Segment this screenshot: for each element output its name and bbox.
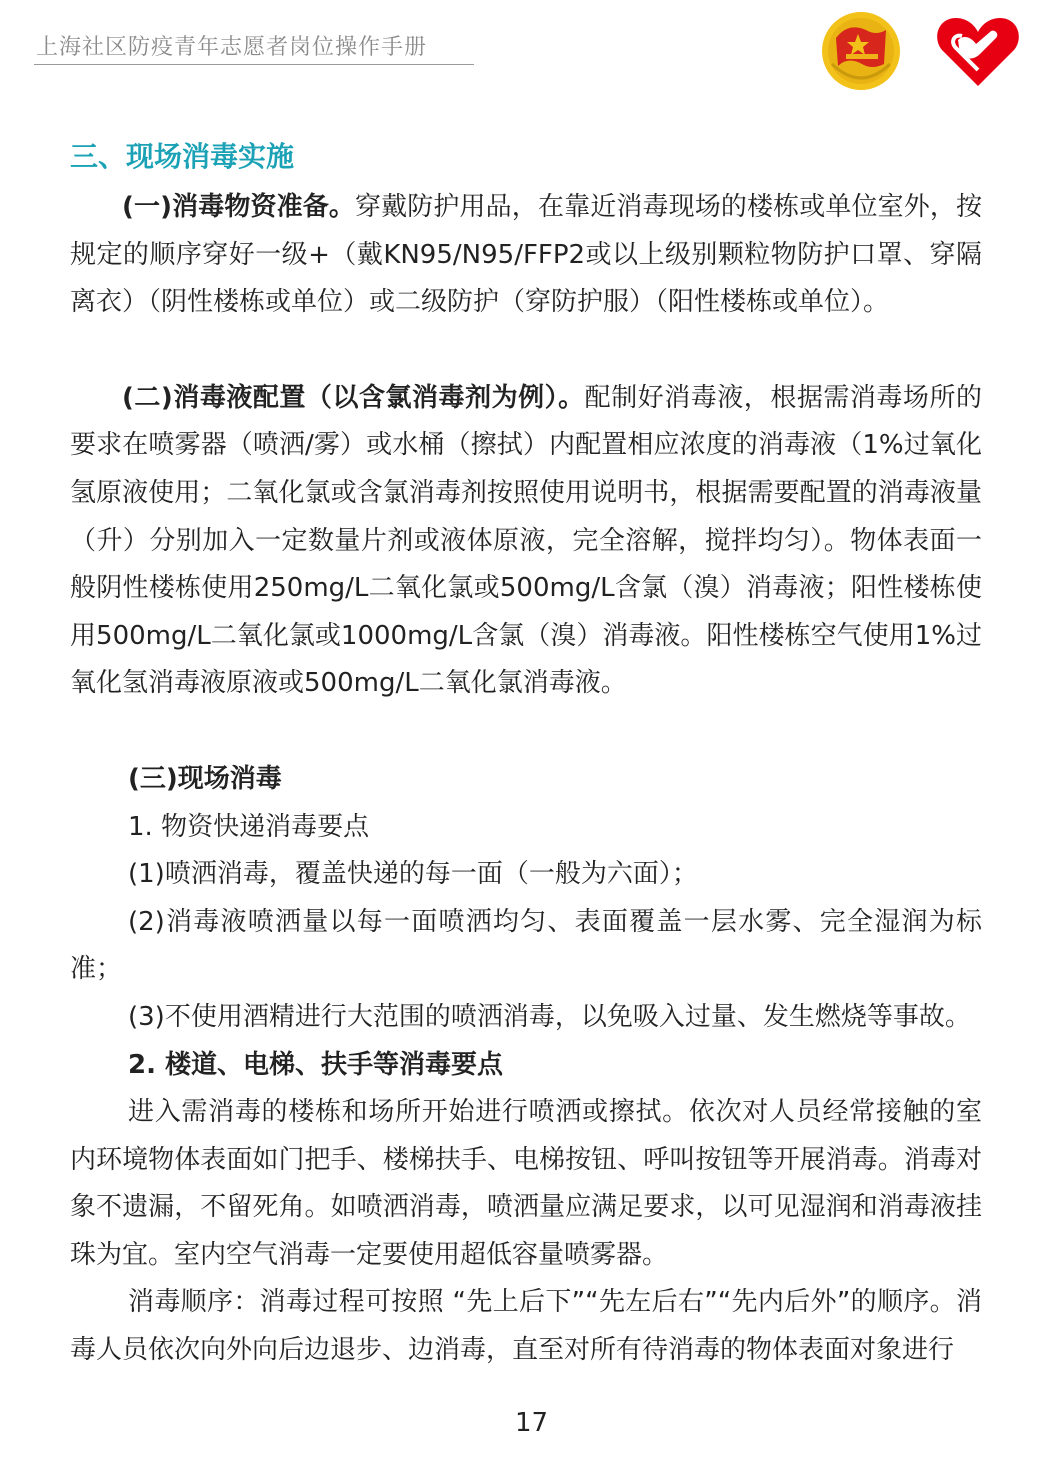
paragraph-text: 配制好消毒液，根据需消毒场所的要求在喷雾器（喷洒/雾）或水桶（擦拭）内配置相应浓度的消毒液（1%过氧化氢原液使用；二氧化氯或含氯消毒剂按照使用说明书，根据需要配置的消毒液量（升）分别加入一定数量片剂或液体原液，完全溶解，搅拌均匀）。物体表面一般阴性楼栋使用250mg/L二氧化氯或500mg/L含氯（溴）消毒液；阳性楼栋使用500mg/L二氧化氯或1000mg/L含氯（溴）消毒液。阳性楼栋空气使用1%过氧化氢消毒液原液或500mg/L二氧化氯消毒液。 [70,382,982,699]
page-body [70,134,982,1375]
manual-title: 上海社区防疫青年志愿者岗位操作手册 [36,35,428,60]
youth-league-emblem-icon [818,8,904,92]
paragraph-solution [70,375,982,708]
spacer [70,708,982,756]
spacer [70,327,982,375]
paragraph-text: 穿戴防护用品，在靠近消毒现场的楼栋或单位室外，按规定的顺序穿好一级+（戴KN95/N95/FFP2或以上级别颗粒物防护口罩、穿隔离衣）（阴性楼栋或单位）或二级防护（穿防护服）（阳性楼栋或单位）。 [70,192,982,318]
paragraph-order: 消毒顺序：消毒过程可按照 “先上后下”“先左后右”“先内后外”的顺序。消毒人员依次向外向后边退步、边消毒，直至对所有待消毒的物体表面对象进行 [70,1287,982,1366]
list-item: (3)不使用酒精进行大范围的喷洒消毒，以免吸入过量、发生燃烧等事故。 [128,1001,971,1032]
volunteer-heart-hand-icon [934,10,1022,90]
subsection-heading: (三)现场消毒 [128,763,282,794]
list-item: (2)消毒液喷洒量以每一面喷洒均匀、表面覆盖一层水雾、完全湿润为标准； [70,906,982,985]
paragraph-lead: (一)消毒物资准备。 [122,192,356,222]
list-item: (1)喷洒消毒，覆盖快递的每一面（一般为六面）； [128,859,698,890]
paragraph-corridor: 进入需消毒的楼栋和场所开始进行喷洒或擦拭。依次对人员经常接触的室内环境物体表面如门把手、楼梯扶手、电梯按钮、呼叫按钮等开展消毒。消毒对象不遗漏，不留死角。如喷洒消毒，喷洒量应满足要求，以可见湿润和消毒液挂珠为宜。室内空气消毒一定要使用超低容量喷雾器。 [70,1097,982,1270]
paragraph-lead: (二)消毒液配置（以含氯消毒剂为例）。 [122,382,585,413]
subsection-title-express: 1. 物资快递消毒要点 [128,811,370,842]
header-divider [34,64,474,65]
subsection-title-corridor: 2. 楼道、电梯、扶手等消毒要点 [128,1049,504,1080]
section-heading: 三、现场消毒实施 [70,140,295,173]
paragraph-materials [70,184,982,327]
page-number: 17 [514,1408,549,1438]
